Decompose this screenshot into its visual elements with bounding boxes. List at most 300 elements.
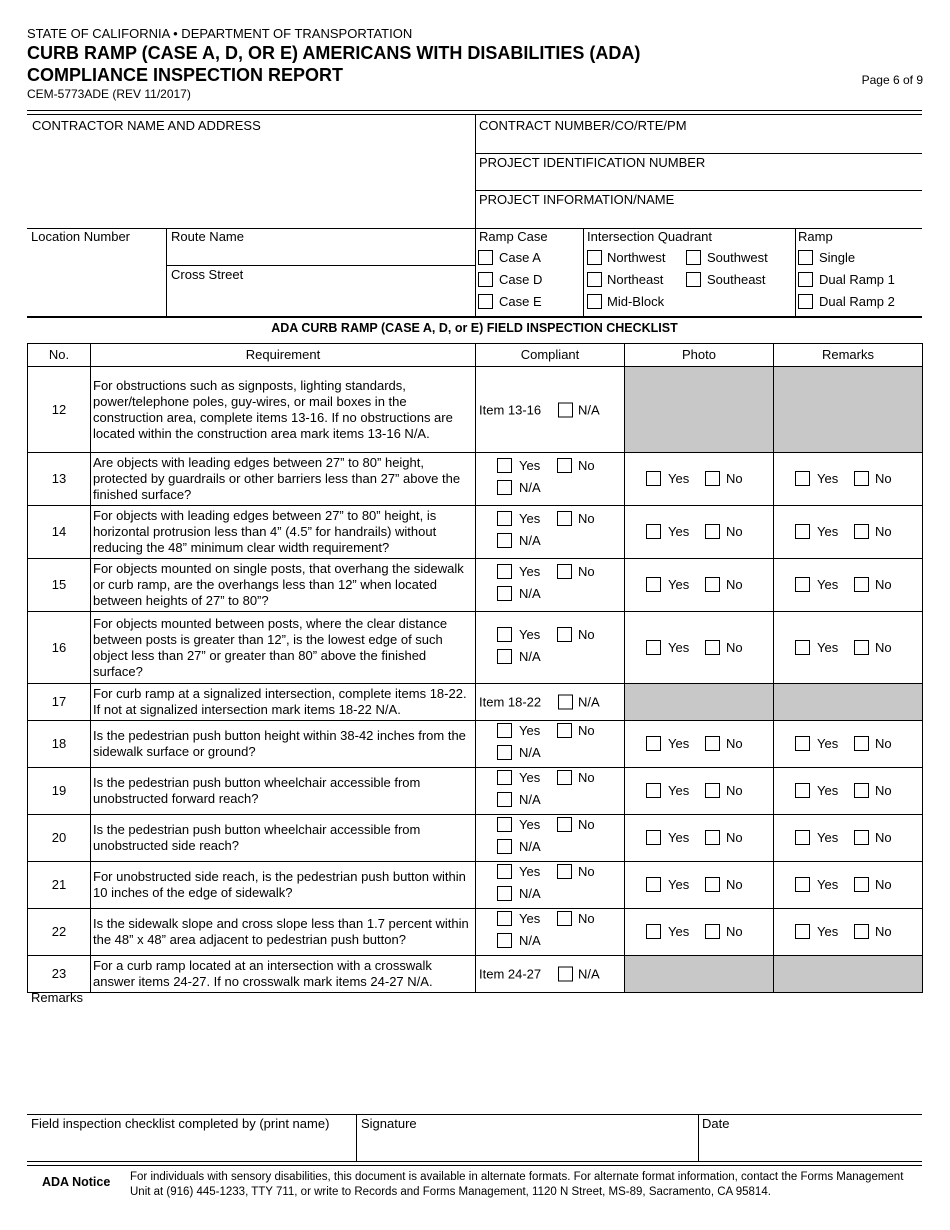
- compliant-cell: [476, 453, 625, 506]
- remarks-cell: [774, 559, 923, 612]
- remarks-cell-disabled: [774, 956, 923, 993]
- remarks-cell: [774, 612, 923, 684]
- remarks-cell-disabled: [774, 367, 923, 453]
- no-label: No: [578, 770, 595, 785]
- row-number: 18: [28, 721, 91, 768]
- rule: [475, 190, 922, 191]
- no-label: No: [726, 783, 743, 798]
- compliant-group: [476, 723, 624, 765]
- compliant-group: [476, 911, 624, 953]
- yes-label: Yes: [817, 736, 839, 751]
- photo-group: [625, 640, 773, 656]
- form-number: CEM-5773ADE (REV 11/2017): [27, 87, 191, 101]
- yes-label: Yes: [817, 830, 839, 845]
- remarks-no-checkbox[interactable]: [854, 640, 869, 655]
- compliant-yes-checkbox[interactable]: [497, 511, 512, 526]
- photo-no-checkbox[interactable]: [705, 783, 720, 798]
- row-number: 22: [28, 909, 91, 956]
- no-label: No: [578, 911, 595, 926]
- photo-group: [625, 924, 773, 940]
- table-row: [28, 453, 923, 506]
- photo-group: [625, 471, 773, 487]
- rule: [166, 265, 475, 266]
- no-label: No: [578, 458, 595, 473]
- no-label: No: [578, 864, 595, 879]
- route-name-label: Route Name: [171, 229, 244, 244]
- rule: [27, 1165, 922, 1166]
- dual-ramp-2-label: Dual Ramp 2: [819, 294, 895, 309]
- col-compliant: Compliant: [476, 344, 625, 367]
- no-label: No: [726, 877, 743, 892]
- no-label: No: [578, 626, 595, 642]
- col-requirement: Requirement: [91, 344, 476, 367]
- compliant-yes-checkbox[interactable]: [497, 723, 512, 738]
- remarks-yes-checkbox[interactable]: [795, 471, 810, 486]
- rule: [166, 228, 167, 316]
- southeast-checkbox[interactable]: [686, 272, 701, 287]
- remarks-yes-checkbox[interactable]: [795, 736, 810, 751]
- compliant-yes-checkbox[interactable]: [497, 627, 512, 642]
- location-number-label: Location Number: [31, 229, 130, 244]
- compliant-na-checkbox[interactable]: [497, 586, 512, 601]
- cross-street-label: Cross Street: [171, 267, 244, 282]
- mid-block-label: Mid-Block: [607, 294, 665, 309]
- row-number: 13: [28, 453, 91, 506]
- photo-yes-checkbox[interactable]: [646, 924, 661, 939]
- remarks-group: [774, 471, 922, 487]
- photo-group: [625, 783, 773, 799]
- rule: [698, 1114, 699, 1161]
- remarks-yes-checkbox[interactable]: [795, 524, 810, 539]
- photo-cell: [625, 721, 774, 768]
- compliant-cell: [476, 768, 625, 815]
- checklist-title: ADA CURB RAMP (CASE A, D, or E) FIELD INSPECTION CHECKLIST: [271, 321, 678, 335]
- yes-label: Yes: [519, 723, 541, 738]
- table-row: [28, 684, 923, 721]
- compliant-na-checkbox[interactable]: [497, 533, 512, 548]
- no-label: No: [726, 524, 743, 539]
- photo-cell-disabled: [625, 367, 774, 453]
- table-row: [28, 612, 923, 684]
- compliant-na-checkbox[interactable]: [497, 480, 512, 495]
- mid-block-checkbox[interactable]: [587, 294, 602, 309]
- table-row: [28, 862, 923, 909]
- yes-label: Yes: [817, 524, 839, 539]
- no-label: No: [578, 817, 595, 832]
- no-label: No: [578, 564, 595, 579]
- table-row: [28, 367, 923, 453]
- na-label: N/A: [578, 966, 600, 982]
- photo-no-checkbox[interactable]: [705, 736, 720, 751]
- northwest-checkbox[interactable]: [587, 250, 602, 265]
- checklist-table: [27, 343, 923, 993]
- item-ref-label: Item 18-22: [479, 694, 542, 710]
- remarks-group: [774, 877, 922, 893]
- yes-label: Yes: [817, 577, 839, 592]
- col-remarks: Remarks: [774, 344, 923, 367]
- photo-cell: [625, 815, 774, 862]
- remarks-yes-checkbox[interactable]: [795, 877, 810, 892]
- northeast-checkbox[interactable]: [587, 272, 602, 287]
- row-number: 16: [28, 612, 91, 684]
- compliant-group: [476, 817, 624, 859]
- compliant-yes-checkbox[interactable]: [497, 817, 512, 832]
- top-divider: [475, 114, 476, 316]
- compliant-yes-checkbox[interactable]: [497, 564, 512, 579]
- row-requirement: Is the sidewalk slope and cross slope less than 1.7 percent within the 48” x 48” area adjacent to pedestrian push button?: [91, 909, 476, 956]
- remarks-yes-checkbox[interactable]: [795, 830, 810, 845]
- photo-no-checkbox[interactable]: [705, 577, 720, 592]
- compliant-cell: [476, 559, 625, 612]
- photo-no-checkbox[interactable]: [705, 924, 720, 939]
- photo-cell-disabled: [625, 956, 774, 993]
- rule: [795, 228, 796, 316]
- photo-yes-checkbox[interactable]: [646, 471, 661, 486]
- photo-group: [625, 736, 773, 752]
- yes-label: Yes: [519, 770, 541, 785]
- dual-ramp-2-checkbox[interactable]: [798, 294, 813, 309]
- row-number: 20: [28, 815, 91, 862]
- signature-label: Signature: [361, 1116, 417, 1131]
- row-number: 15: [28, 559, 91, 612]
- date-label: Date: [702, 1116, 730, 1131]
- table-row: [28, 956, 923, 993]
- remarks-yes-checkbox[interactable]: [795, 577, 810, 592]
- yes-label: Yes: [668, 577, 690, 592]
- no-label: No: [578, 511, 595, 526]
- no-label: No: [726, 639, 743, 655]
- no-label: No: [875, 577, 892, 592]
- compliant-no-checkbox[interactable]: [557, 770, 572, 785]
- yes-label: Yes: [519, 511, 541, 526]
- photo-yes-checkbox[interactable]: [646, 783, 661, 798]
- remarks-no-checkbox[interactable]: [854, 830, 869, 845]
- form-title-line1: CURB RAMP (CASE A, D, OR E) AMERICANS WITH DISABILITIES (ADA): [27, 43, 641, 63]
- remarks-group: [774, 783, 922, 799]
- na-label: N/A: [519, 886, 541, 901]
- remarks-group: [774, 924, 922, 940]
- yes-label: Yes: [668, 524, 690, 539]
- case-a-checkbox[interactable]: [478, 250, 493, 265]
- photo-yes-checkbox[interactable]: [646, 877, 661, 892]
- compliant-na-checkbox[interactable]: [497, 933, 512, 948]
- row-requirement: For obstructions such as signposts, lighting standards, power/telephone poles, guy-wires, or mail boxes in the construction area, complete items 13-16. If no obstructions are located within the construction area mark items 13-16 N/A.: [91, 367, 476, 453]
- form-title: [27, 42, 640, 86]
- remarks-cell: [774, 768, 923, 815]
- item-ref-label: Item 24-27: [479, 966, 542, 982]
- na-checkbox[interactable]: [558, 967, 573, 982]
- row-requirement: For a curb ramp located at an intersection with a crosswalk answer items 24-27. If no crosswalk mark items 24-27 N/A.: [91, 956, 476, 993]
- compliant-yes-checkbox[interactable]: [497, 864, 512, 879]
- remarks-no-checkbox[interactable]: [854, 924, 869, 939]
- no-label: No: [875, 877, 892, 892]
- yes-label: Yes: [519, 817, 541, 832]
- photo-group: [625, 877, 773, 893]
- southeast-label: Southeast: [707, 272, 766, 287]
- ramp-case-label: Ramp Case: [479, 229, 548, 244]
- table-row: [28, 559, 923, 612]
- southwest-checkbox[interactable]: [686, 250, 701, 265]
- remarks-no-checkbox[interactable]: [854, 577, 869, 592]
- page-number: Page 6 of 9: [861, 73, 923, 87]
- compliant-cell: [476, 367, 625, 453]
- na-label: N/A: [519, 533, 541, 548]
- compliant-no-checkbox[interactable]: [557, 817, 572, 832]
- yes-label: Yes: [668, 924, 690, 939]
- no-label: No: [726, 924, 743, 939]
- table-row: [28, 506, 923, 559]
- form-title-line2: COMPLIANCE INSPECTION REPORT: [27, 65, 344, 85]
- contractor-label: CONTRACTOR NAME AND ADDRESS: [32, 118, 261, 133]
- compliant-no-checkbox[interactable]: [557, 511, 572, 526]
- case-d-label: Case D: [499, 272, 543, 287]
- rule: [27, 316, 922, 318]
- project-info-label: PROJECT INFORMATION/NAME: [479, 192, 675, 207]
- no-label: No: [875, 830, 892, 845]
- contract-number-label: CONTRACT NUMBER/CO/RTE/PM: [479, 118, 687, 133]
- photo-group: [625, 524, 773, 540]
- na-label: N/A: [519, 839, 541, 854]
- table-row: [28, 909, 923, 956]
- rule: [27, 1114, 922, 1115]
- yes-label: Yes: [817, 877, 839, 892]
- photo-no-checkbox[interactable]: [705, 877, 720, 892]
- remarks-cell-disabled: [774, 684, 923, 721]
- photo-yes-checkbox[interactable]: [646, 736, 661, 751]
- remarks-yes-checkbox[interactable]: [795, 640, 810, 655]
- row-number: 21: [28, 862, 91, 909]
- compliant-group: [476, 864, 624, 906]
- row-number: 12: [28, 367, 91, 453]
- photo-cell: [625, 612, 774, 684]
- na-label: N/A: [578, 694, 600, 710]
- yes-label: Yes: [668, 783, 690, 798]
- na-label: N/A: [519, 792, 541, 807]
- no-label: No: [875, 471, 892, 486]
- compliant-no-checkbox[interactable]: [557, 458, 572, 473]
- quadrant-label: Intersection Quadrant: [587, 229, 713, 244]
- row-requirement: Is the pedestrian push button wheelchair accessible from unobstructed side reach?: [91, 815, 476, 862]
- compliant-yes-checkbox[interactable]: [497, 770, 512, 785]
- yes-label: Yes: [519, 564, 541, 579]
- compliant-no-checkbox[interactable]: [557, 911, 572, 926]
- remarks-cell: [774, 909, 923, 956]
- photo-no-checkbox[interactable]: [705, 640, 720, 655]
- compliant-no-checkbox[interactable]: [557, 723, 572, 738]
- row-requirement: Are objects with leading edges between 27” to 80” height, protected by guardrails or other barriers less than 27” above the finished surface?: [91, 453, 476, 506]
- yes-label: Yes: [668, 877, 690, 892]
- compliant-yes-checkbox[interactable]: [497, 911, 512, 926]
- compliant-yes-checkbox[interactable]: [497, 458, 512, 473]
- single-label: Single: [819, 250, 856, 265]
- row-requirement: For objects with leading edges between 27” to 80” height, is horizontal protrusion less than 4” (4.5” for handrails) without reducing the 48” minimum clear width requirement?: [91, 506, 476, 559]
- compliant-no-checkbox[interactable]: [557, 564, 572, 579]
- rule: [356, 1114, 357, 1161]
- na-label: N/A: [519, 648, 541, 664]
- yes-label: Yes: [817, 471, 839, 486]
- remarks-no-checkbox[interactable]: [854, 524, 869, 539]
- photo-yes-checkbox[interactable]: [646, 640, 661, 655]
- yes-label: Yes: [519, 458, 541, 473]
- compliant-cell: [476, 684, 625, 721]
- photo-no-checkbox[interactable]: [705, 830, 720, 845]
- compliant-group: [476, 627, 624, 669]
- yes-label: Yes: [519, 911, 541, 926]
- yes-label: Yes: [519, 864, 541, 879]
- photo-group: [625, 577, 773, 593]
- remarks-group: [774, 736, 922, 752]
- rule: [475, 153, 922, 154]
- no-label: No: [578, 723, 595, 738]
- photo-no-checkbox[interactable]: [705, 471, 720, 486]
- southwest-label: Southwest: [707, 250, 768, 265]
- na-checkbox[interactable]: [558, 695, 573, 710]
- no-label: No: [875, 736, 892, 751]
- agency-line: STATE OF CALIFORNIA • DEPARTMENT OF TRANSPORTATION: [27, 26, 413, 41]
- yes-label: Yes: [668, 830, 690, 845]
- remarks-label: Remarks: [31, 990, 84, 1005]
- no-label: No: [726, 736, 743, 751]
- compliant-cell: [476, 815, 625, 862]
- compliant-no-checkbox[interactable]: [557, 864, 572, 879]
- na-label: N/A: [519, 745, 541, 760]
- no-label: No: [875, 524, 892, 539]
- compliant-cell: [476, 612, 625, 684]
- rule: [27, 1161, 922, 1162]
- row-requirement: For objects mounted between posts, where the clear distance between posts is greater than 12”, is the lowest edge of such object less than 27” or greater than 80” above the finished surface?: [91, 612, 476, 684]
- remarks-group: [774, 524, 922, 540]
- col-no: No.: [28, 344, 91, 367]
- compliant-cell: [476, 506, 625, 559]
- na-label: N/A: [578, 402, 600, 417]
- compliant-cell: [476, 721, 625, 768]
- row-requirement: For unobstructed side reach, is the pedestrian push button within 10 inches of the edge of sidewalk?: [91, 862, 476, 909]
- na-label: N/A: [519, 480, 541, 495]
- dual-ramp-1-label: Dual Ramp 1: [819, 272, 895, 287]
- na-checkbox[interactable]: [558, 402, 573, 417]
- yes-label: Yes: [817, 924, 839, 939]
- remarks-cell: [774, 506, 923, 559]
- compliant-group: [476, 770, 624, 812]
- row-number: 14: [28, 506, 91, 559]
- yes-label: Yes: [668, 471, 690, 486]
- remarks-group: [774, 640, 922, 656]
- row-requirement: Is the pedestrian push button height within 38-42 inches from the sidewalk surface or ground?: [91, 721, 476, 768]
- yes-label: Yes: [817, 639, 839, 655]
- rule: [583, 228, 584, 316]
- compliant-na-checkbox[interactable]: [497, 745, 512, 760]
- remarks-no-checkbox[interactable]: [854, 877, 869, 892]
- dual-ramp-1-checkbox[interactable]: [798, 272, 813, 287]
- item-ref-label: Item 13-16: [479, 402, 542, 417]
- no-label: No: [875, 924, 892, 939]
- compliant-group: [476, 458, 624, 500]
- case-a-label: Case A: [499, 250, 541, 265]
- yes-label: Yes: [668, 736, 690, 751]
- remarks-group: [774, 577, 922, 593]
- remarks-no-checkbox[interactable]: [854, 783, 869, 798]
- row-number: 19: [28, 768, 91, 815]
- photo-cell: [625, 768, 774, 815]
- photo-cell: [625, 862, 774, 909]
- no-label: No: [875, 639, 892, 655]
- compliant-na-checkbox[interactable]: [497, 886, 512, 901]
- case-e-label: Case E: [499, 294, 542, 309]
- no-label: No: [726, 577, 743, 592]
- compliant-cell: [476, 862, 625, 909]
- compliant-na-checkbox[interactable]: [497, 649, 512, 664]
- remarks-no-checkbox[interactable]: [854, 471, 869, 486]
- no-label: No: [726, 830, 743, 845]
- table-row: [28, 768, 923, 815]
- table-row: [28, 721, 923, 768]
- photo-yes-checkbox[interactable]: [646, 830, 661, 845]
- photo-yes-checkbox[interactable]: [646, 577, 661, 592]
- compliant-na-checkbox[interactable]: [497, 839, 512, 854]
- remarks-cell: [774, 721, 923, 768]
- na-label: N/A: [519, 586, 541, 601]
- col-photo: Photo: [625, 344, 774, 367]
- rule: [27, 228, 922, 229]
- remarks-cell: [774, 815, 923, 862]
- ada-notice-text: For individuals with sensory disabilities, this document is available in alternate formats. For alternate format information, contact the Forms Management Unit at (916) 445-1233, TTY 711, or write to Records and Forms Management, 1120 N Street, MS-89, Sacramento, CA 95814.: [130, 1171, 904, 1198]
- compliant-na-checkbox[interactable]: [497, 792, 512, 807]
- northwest-label: Northwest: [607, 250, 666, 265]
- case-e-checkbox[interactable]: [478, 294, 493, 309]
- photo-cell: [625, 909, 774, 956]
- compliant-cell: [476, 909, 625, 956]
- case-d-checkbox[interactable]: [478, 272, 493, 287]
- photo-yes-checkbox[interactable]: [646, 524, 661, 539]
- photo-group: [625, 830, 773, 846]
- no-label: No: [875, 783, 892, 798]
- yes-label: Yes: [817, 783, 839, 798]
- table-row: [28, 815, 923, 862]
- ada-notice-label: ADA Notice: [42, 1175, 111, 1189]
- remarks-yes-checkbox[interactable]: [795, 924, 810, 939]
- ramp-label: Ramp: [798, 229, 833, 244]
- compliant-group: [476, 511, 624, 553]
- single-checkbox[interactable]: [798, 250, 813, 265]
- photo-cell: [625, 559, 774, 612]
- row-requirement: Is the pedestrian push button wheelchair accessible from unobstructed forward reach?: [91, 768, 476, 815]
- compliant-no-checkbox[interactable]: [557, 627, 572, 642]
- yes-label: Yes: [668, 639, 690, 655]
- yes-label: Yes: [519, 626, 541, 642]
- remarks-yes-checkbox[interactable]: [795, 783, 810, 798]
- remarks-cell: [774, 862, 923, 909]
- photo-cell-disabled: [625, 684, 774, 721]
- completed-by-label: Field inspection checklist completed by (print name): [31, 1116, 330, 1131]
- northeast-label: Northeast: [607, 272, 664, 287]
- remarks-no-checkbox[interactable]: [854, 736, 869, 751]
- row-requirement: For curb ramp at a signalized intersection, complete items 18-22. If not at signalized intersection mark items 18-22 N/A.: [91, 684, 476, 721]
- row-requirement: For objects mounted on single posts, that overhang the sidewalk or curb ramp, are the overhangs less than 12” when located between heights of 27” to 80”?: [91, 559, 476, 612]
- photo-no-checkbox[interactable]: [705, 524, 720, 539]
- photo-cell: [625, 453, 774, 506]
- top-rule: [27, 110, 922, 111]
- compliant-cell: [476, 956, 625, 993]
- project-id-label: PROJECT IDENTIFICATION NUMBER: [479, 155, 706, 170]
- compliant-group: [476, 564, 624, 606]
- na-label: N/A: [519, 933, 541, 948]
- no-label: No: [726, 471, 743, 486]
- remarks-group: [774, 830, 922, 846]
- row-number: 23: [28, 956, 91, 993]
- remarks-cell: [774, 453, 923, 506]
- checklist-header-row: [28, 344, 923, 367]
- photo-cell: [625, 506, 774, 559]
